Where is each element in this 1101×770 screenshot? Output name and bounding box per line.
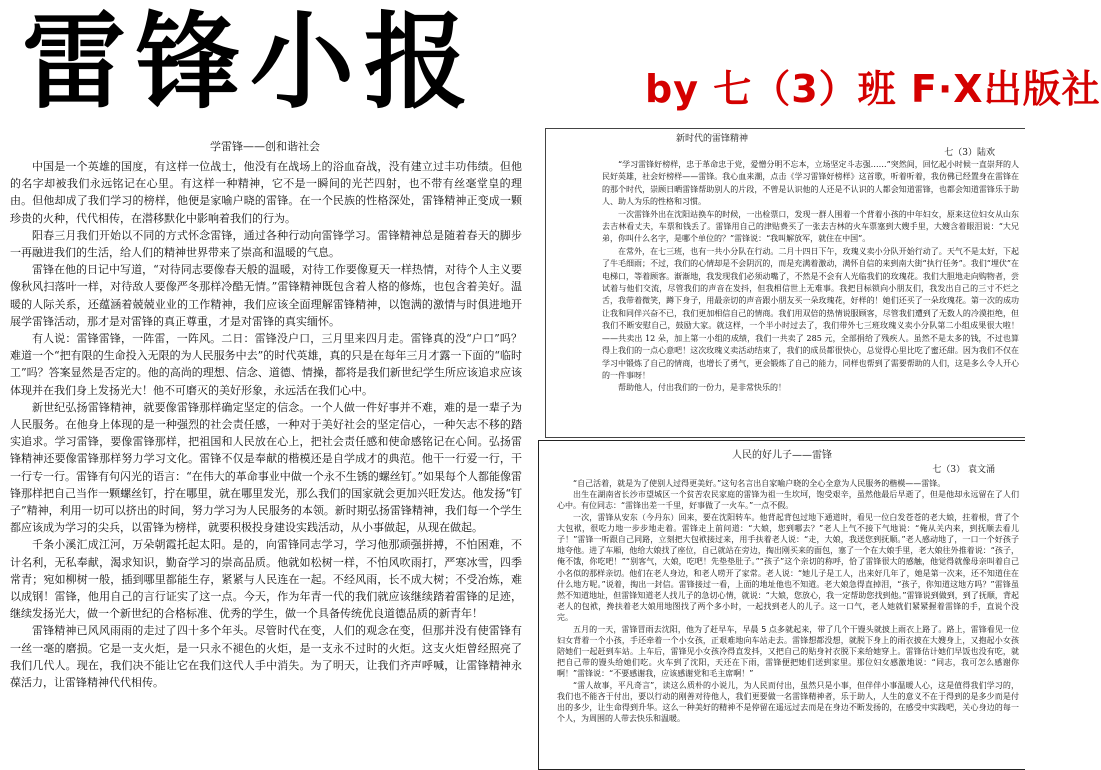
publisher-label: by 七（3）班 F·X出版社 [645, 67, 1101, 111]
article-good-son-of-people [538, 440, 1025, 770]
article-title: 学雷锋——创和谐社会 [210, 140, 320, 153]
paragraph: 帮助他人，付出我们的一份力，是非常快乐的！ [618, 383, 786, 393]
newspaper-title: 雷锋小报 [22, 1, 479, 123]
article-title: 人民的好儿子——雷锋 [732, 450, 832, 461]
article-learn-from-lei-feng [0, 130, 530, 768]
paragraph: “自己活着，就是为了使别人过得更美好。”这句名言出自家喻户晓的全心全意为人民服务的楷模——雷锋。 [573, 479, 946, 488]
article-new-era-spirit [545, 128, 1025, 438]
paragraph: 有人说：雷锋雷锋，一阵雷，一阵风。二日：雷锋没户口，三月里来四月走。雷锋真的没“户口”吗？难道一个“把有限的生命投入无限的为人民服务中去”的时代英雄，真的只是在每年三月才露一下面的“临时工”吗？答案显然是否定的。他的高尚的理想、信念、道德、情操，都将是我们新世纪学生所应该追求应该体现并在我们身上发扬光大！他不可磨灭的美好形象，永远活在我们心中。 [10, 332, 522, 397]
paragraph: 五月的一天，雷锋冒雨去沈阳，他为了赶早车，早晨 5 点多就起来，带了几个干馒头就披上雨衣上路了。路上，雷锋看见一位妇女背着一个小孩，手还牵着一个小女孩，正艰难地向车站走去。雷锋想都没想，就脱下身上的雨衣披在大嫂身上，又抱起小女孩陪她们一起赶到车站。上车后，雷锋见小女孩冷得直发抖，又把自己的贴身衬衣脱下来给她穿上。雷锋估计她们早饭也没有吃，就把自己带的馒头给她们吃。火车到了沈阳，天还在下雨，雷锋便把她们送到家里。那位妇女感激地说：“同志，我可怎么感谢你啊！”雷锋说：“不要感谢我，应该感谢党和毛主席啊！” [557, 624, 1019, 679]
paragraph: “雷人故事，平凡奇言”，读这么质朴的小说儿，为人民而付出，虽然只是小事，但伴伴小事温暖人心，这是值得我们学习的，我们也不能吝于付出，要以行动的刚善对待他人，我们更要做一名雷锋精神者，乐于助人，人生的意义不在于得到的是多少而是付出的多少，让生命得到升华。这么一种美好的精神不是停留在遥远过去而是在身边不断发扬的，在感受中实践吧，关心身边的每一个人，为周围的人带去快乐和温暖。 [557, 680, 1019, 724]
paragraph: 一次雷锋外出在沈阳站换车的时候，一出检票口，发现一群人围着一个背着小孩的中年妇女，原来这位妇女从山东去吉林看丈夫，车票和钱丢了。雷锋用自己的津贴费买了一张去吉林的火车票塞到大嫂手里，大嫂含着眼泪说：“大兄弟，你叫什么名字，是哪个单位的？”雷锋说：“我叫解放军，就住在中国”。 [602, 209, 1019, 244]
article-author: 七（3）陆欢 [944, 148, 995, 158]
paragraph: 雷锋在他的日记中写道，“对待同志要像春天般的温暖，对待工作要像夏天一样热情，对待个人主义要像秋风扫落叶一样，对待敌人要像严冬那样冷酷无情。”雷锋精神既包含着人格的修炼，也包含着美好。温暖的人际关系，还蕴涵着兢兢业业的工作精神，我们应该全面理解雷锋精神，以饱满的激情与时俱进地开展学雷锋活动，那才是对雷锋的真正尊重，才是对雷锋的真实缅怀。 [10, 263, 522, 328]
article-body [0, 158, 530, 691]
paragraph: 在常外，在七三班，也有一共小分队在行动。二月十四日下午，玫瑰义卖小分队开始行动了。天气不是太好，下起了牛毛细雨；不过，我们的心情却是不会阴沉的，而是充满着激动，满怀自信的来到南大街“执行任务”。我们“埋伏”在电梯口，等着顾客。渐渐地，我发现我们必须动嘴了，不然是不会有人光临我们的玫瑰花。我们大胆地走向购物者，尝试着与他们交流，尽管我们的声音在发抖，但我相信世上无难事。我把目标锁向小朋友们，我发出自己的三寸不烂之舌，我带着微笑，蹲下身子，用最亲切的声音跟小朋友买一朵玫瑰花，好样的！她们还买了一朵玫瑰花。第一次的成功让我和同伴兴奋不已，我们更加相信自己的情商。我们用双倍的热情说服顾客，尽管我们遭到了无数人的冷漠拒绝，但我们不断安慰自己，鼓励大家。就这样，一个半小时过去了，我们带外七三班玫瑰义卖小分队第二小组成果很大啦！——共卖出 12 朵，加上第一小组的成绩，我们一共卖了 285 元，全部捐给了残疾人。虽然不是太多的钱，不过也算得上我们的一点心意吧！这次玫瑰义卖活动结束了，我们的成员都很快心，总觉得心里比吃了蜜还甜。因为我们不仅在学习中锻炼了自己的情商，也增长了勇气，更会锻炼了自己的能力，同样也帮到了需要帮助的人们，这是多么令人开心的一件事呀！ [602, 246, 1019, 380]
paragraph: 出生在湖南省长沙市望城区一个贫苦农民家庭的雷锋为祖一生坎坷，饱受艰辛，虽然他最后早逝了，但是他却永远留在了人们心中。有位同志：“雷锋出差一千里，好事做了一火车。”一点不假。 [557, 490, 1019, 511]
paragraph: 千条小溪汇成江河，万朵朝霞托起太阳。是的，向雷锋同志学习，学习他那顽强拼搏，不怕困难，不计名利，无私奉献，渴求知识，勤奋学习的崇高品质。他就如松树一样，不怕风吹雨打，严寒冰雪，四季常青；宛如柳树一般，插到哪里都能生存，紧紧与人民连在一起。不经风雨，长不成大树；不受冶炼，难以成钢！雷锋，他用自己的言行证实了这一点。今天，作为年青一代的我们就应该继续踏着雷锋的足迹，继续发扬光大，做一个新世纪的合格标准、优秀的学生，做一个具备传统优良道德品质的新青年！ [10, 538, 522, 621]
paragraph: 中国是一个英雄的国度，有这样一位战士，他没有在战场上的浴血奋战，没有建立过丰功伟绩。但他的名字却被我们永远铭记在心里。有这样一种精神，它不是一瞬间的光芒四射，也不带有丝毫堂皇的理由。但他却成了我们学习的榜样，他便是家喻户晓的雷锋。在一个民族的性格深处，雷锋精神正变成一颗珍贵的火种，代代相传，在潜移默化中影响着我们的行为。 [10, 160, 522, 225]
article-title: 新时代的雷锋精神 [676, 134, 749, 144]
paragraph: 新世纪弘扬雷锋精神，就要像雷锋那样确定坚定的信念。一个人做一件好事并不难，难的是一辈子为人民服务。在他身上体现的是一种强烈的社会责任感，一种对于美好社会的坚定信心，一种矢志不移的踏实追求。学习雷锋，要像雷锋那样，把祖国和人民放在心上，把社会责任感和使命感铭记在心间。弘扬雷锋精神还要像雷锋那样努力学习文化。雷锋不仅是奉献的楷模还是自学成才的典范。他干一行爱一行，干一行专一行。雷锋有句闪光的语言：“在伟大的革命事业中做一个永不生锈的螺丝钉。”如果每个人都能像雷锋那样把自己当作一颗螺丝钉，拧在哪里，就在哪里发光，那么我们的国家就会更加兴旺发达。他发扬“钉子”精神，利用一切可以挤出的时间，努力学习为人民服务的本领。新时期弘扬雷锋精神，我们每一个学生都应该成为学习的尖兵，以雷锋为榜样，就要积极投身建设实践活动，从小事做起，从现在做起。 [10, 400, 522, 535]
paragraph: 一次，雷锋从安东（今丹东）回来，要在沈阳转车。他背起背包过地下通道时，看见一位白发苍苍的老大娘，拄着根，背了个大包袱，很吃力地一步步地走着。雷锋走上前问道：“大娘，您到哪去？”老人上气不接下气地说：“俺从关内来，到抚顺去看儿子！”雷锋一听跟自己同路，立刻把大包袱接过来，用手扶着老人说：“走，大娘，我送您到抚顺。”老人感动地了，一口一个好孩子地夸他。进了车厢，他给大娘找了座位，自己就站在旁边，掏出刚买来的面包，塞了一个在大娘手里，老大娘往外推着说：“孩子，俺不饿，你吃吧！”“别客气，大娘，吃吧！先垫垫肚子。”“孩子”这个亲切的称呼，恰了雷锋很大的感触，他觉得就像母亲叫着自己小名似的那样亲切。他们在老人身边，和老人唠开了家常。老人说：“她儿子是工人，出来好几年了，她是第一次来，还不知道住在什么地方呢。”说着，掏出一封信。雷锋接过一看，上面的地址他也不知道。老大娘急得直掉泪，“孩子，你知道这地方吗？”雷锋虽然不知道地址，但雷锋知道老人找儿子的急切心情，就说：“大娘，您放心，我一定帮助您找到他。”雷锋说到做到，到了抚顺，背起老人的包袱，搀扶着老大娘用地图找了两个多小时，一起找到老人的儿子。这一口气，老人她就们紧紧握着雷锋的手，直说个没完。 [557, 512, 1019, 623]
article-body [539, 476, 1025, 724]
paragraph: “学习雷锋好榜样，忠于革命忠于党，爱憎分明不忘本，立场坚定斗志强……”突然间，回忆起小时候一直崇拜的人民好英雄，社会好榜样——雷锋。我心血来潮，点击《学习雷锋好榜样》这首歌，听着听着，我仿佛已经置身在雷锋在的那个时代，崇顾日晒雷锋帮助别人的片段，不曾是认识他的人还是不认识的人都会知道雷锋，也都会知道雷锋乐于助人、助人为乐的性格和习惯。 [602, 160, 1019, 207]
article-body [546, 159, 1025, 395]
paragraph: 阳春三月我们开始以不同的方式怀念雷锋，通过各种行动向雷锋学习。雷锋精神总是随着春天的脚步一再融进我们的生活，给人们的精神世界带来了崇高和温暖的气息。 [10, 228, 522, 260]
paragraph: 雷锋精神已风风雨雨的走过了四十多个年头。尽管时代在变，人们的观念在变，但那并没有使雷锋有一丝一毫的磨损。它是一支火炬，是一只永不褪色的火炬，是一支永不过时的火炬。这支火炬曾经照亮了我们几代人。现在，我们决不能让它在我们这代人手中消失。为了明天，让我们齐声呼喊，让雷锋精神永葆活力，让雷锋精神代代相传。 [10, 624, 522, 690]
article-author: 七（3） 袁文涌 [932, 465, 995, 475]
